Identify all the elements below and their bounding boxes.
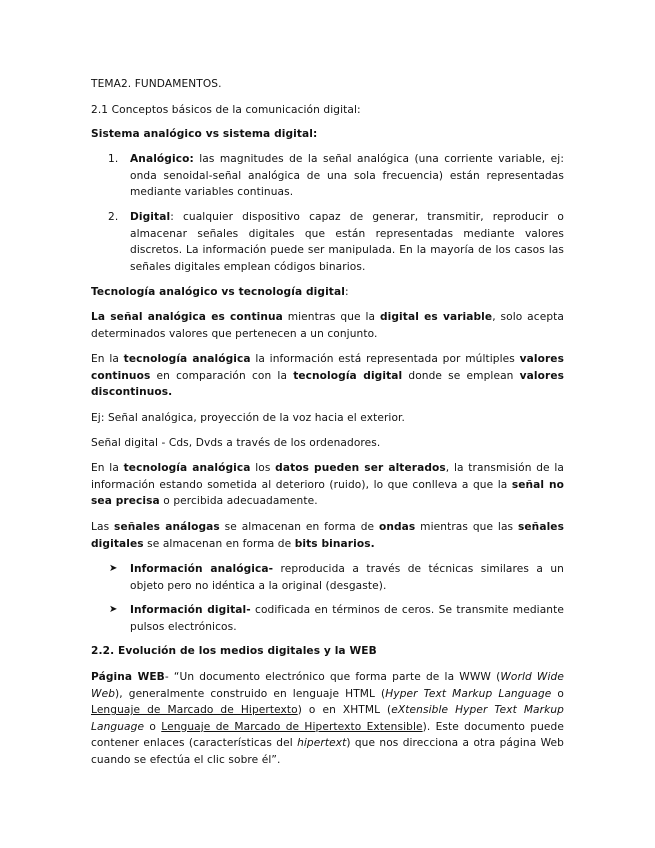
w-bold-pagina: Página WEB — [91, 671, 165, 683]
p5-text-g: o percibida adecuadamente. — [159, 495, 318, 508]
p2-text-a: En la — [91, 353, 124, 365]
p5-bold-b: tecnología analógica — [123, 462, 251, 474]
b2-text: codificada en términos de ceros. Se transmite mediante pulsos electrónicos. — [130, 604, 564, 633]
b1-text: reproducida a través de técnicas similares a un objeto pero no idéntica a la original (desgaste). — [130, 563, 564, 592]
doc-title: TEMA2. FUNDAMENTOS. — [91, 78, 222, 90]
term-digital: Digital — [130, 211, 171, 223]
p5-bold-f: señal no sea precisa — [91, 478, 564, 508]
p6-bold-b: señales análogas — [114, 521, 220, 533]
paragraph-pagina-web — [91, 669, 564, 769]
subheading-tecnologia-colon: : — [344, 286, 349, 298]
p6-bold-d: ondas — [378, 521, 416, 533]
p1-text-d: , solo acepta determinados valores que pertenecen a un conjunto. — [91, 311, 564, 340]
subheading-tecnologia — [91, 284, 564, 301]
paragraph-continua-variable — [91, 309, 564, 342]
paragraph-ejemplo-analogica: Ej: Señal analógica, proyección de la voz hacia el exterior. — [91, 412, 405, 424]
list-item-analogico-text: las magnitudes de la señal analógica (una corriente variable, ej: onda senoidal-señal analógica de una sola frecuencia) están representadas mediante variables continuas. — [130, 153, 564, 199]
section-2-2-heading-text: 2.2. Evolución de los medios digitales y la WEB — [91, 645, 377, 657]
p2-bold-b: tecnología analógica — [123, 353, 251, 365]
p6-text-c: se almacenan en forma de — [219, 521, 379, 533]
p6-text-e: mientras que las — [415, 521, 518, 533]
p2-bold-d: valores continuos — [91, 353, 564, 382]
p1-bold-c: digital es variable — [379, 311, 493, 323]
w-italic-13: hipertext — [297, 737, 347, 750]
p6-bold-h: bits binarios. — [294, 537, 375, 550]
p5-text-c: los — [250, 462, 276, 474]
subheading-sistema — [91, 126, 564, 143]
term-analogico: Analógico: — [130, 153, 194, 165]
list-number-2: 2. — [108, 211, 119, 223]
b1-bold: Información analógica- — [130, 563, 274, 575]
w-text-4: ), generalmente construido en lenguaje HTML ( — [115, 687, 386, 700]
p5-text-a: En la — [91, 462, 124, 474]
w-text-10: o — [144, 720, 162, 733]
p5-text-e: , la transmisión de la información estando sometida al deterioro (ruido), lo que conlleva a que la — [91, 462, 564, 491]
w-text-14: ) que nos direcciona a otra página Web cuando se efectúa el clic sobre él”. — [91, 737, 564, 766]
section-2-2-heading — [91, 643, 564, 660]
p2-bold-f: tecnología digital — [293, 369, 403, 382]
w-text-2: - “Un documento electrónico que forma parte de la WWW ( — [164, 671, 501, 683]
arrow-bullet-icon: ➤ — [109, 604, 118, 615]
w-italic-3: World Wide Web — [91, 671, 564, 700]
p6-text-a: Las — [91, 521, 115, 533]
p1-text-b: mientras que la — [282, 311, 380, 323]
w-text-6: o — [551, 687, 564, 700]
w-text-12: ). Este documento puede contener enlaces (características del — [91, 720, 564, 750]
list-item-digital — [130, 209, 564, 275]
subheading-tecnologia-text: Tecnología analógico vs tecnología digital — [91, 286, 345, 298]
w-italic-5: Hyper Text Markup Language — [385, 687, 552, 700]
paragraph-ejemplo-digital: Señal digital - Cds, Dvds a través de los ordenadores. — [91, 437, 381, 449]
section-2-1-heading: 2.1 Conceptos básicos de la comunicación digital: — [91, 104, 361, 116]
p6-text-g: se almacenan en forma de — [143, 537, 295, 550]
list-item-digital-text: : cualquier dispositivo capaz de generar, transmitir, reproducir o almacenar señales digitales que están representadas mediante valores discretos. La información puede ser manipulada. En la mayoría de los casos las señales digitales emplean códigos binarios. — [130, 211, 564, 273]
arrow-bullet-icon: ➤ — [109, 563, 118, 574]
b2-bold: Información digital- — [130, 604, 251, 616]
list-number-1: 1. — [108, 153, 119, 165]
p2-text-c: la información está representada por múltiples — [250, 353, 520, 365]
w-italic-9: eXtensible Hyper Text Markup Language — [91, 704, 564, 733]
bullet-informacion-digital — [130, 602, 564, 635]
w-link-7[interactable]: Lenguaje de Marcado de Hipertexto — [91, 704, 298, 717]
paragraph-valores — [91, 351, 564, 401]
paragraph-alterados — [91, 460, 564, 510]
w-text-8: ) o en XHTML ( — [297, 704, 392, 717]
subheading-sistema-text: Sistema analógico vs sistema digital: — [91, 128, 318, 140]
w-link-11[interactable]: Lenguaje de Marcado de Hipertexto Extensible — [161, 720, 423, 733]
p2-text-g: donde se emplean — [402, 369, 520, 382]
p6-bold-f: señales digitales — [91, 521, 564, 550]
bullet-informacion-analogica — [130, 561, 564, 594]
list-item-analogico — [130, 151, 564, 201]
p2-text-e: en comparación con la — [150, 369, 294, 382]
p2-bold-h: valores discontinuos. — [91, 369, 565, 399]
p1-bold-a: La señal analógica es continua — [91, 311, 283, 323]
paragraph-almacenan — [91, 519, 564, 552]
p5-bold-d: datos pueden ser alterados — [275, 462, 446, 474]
